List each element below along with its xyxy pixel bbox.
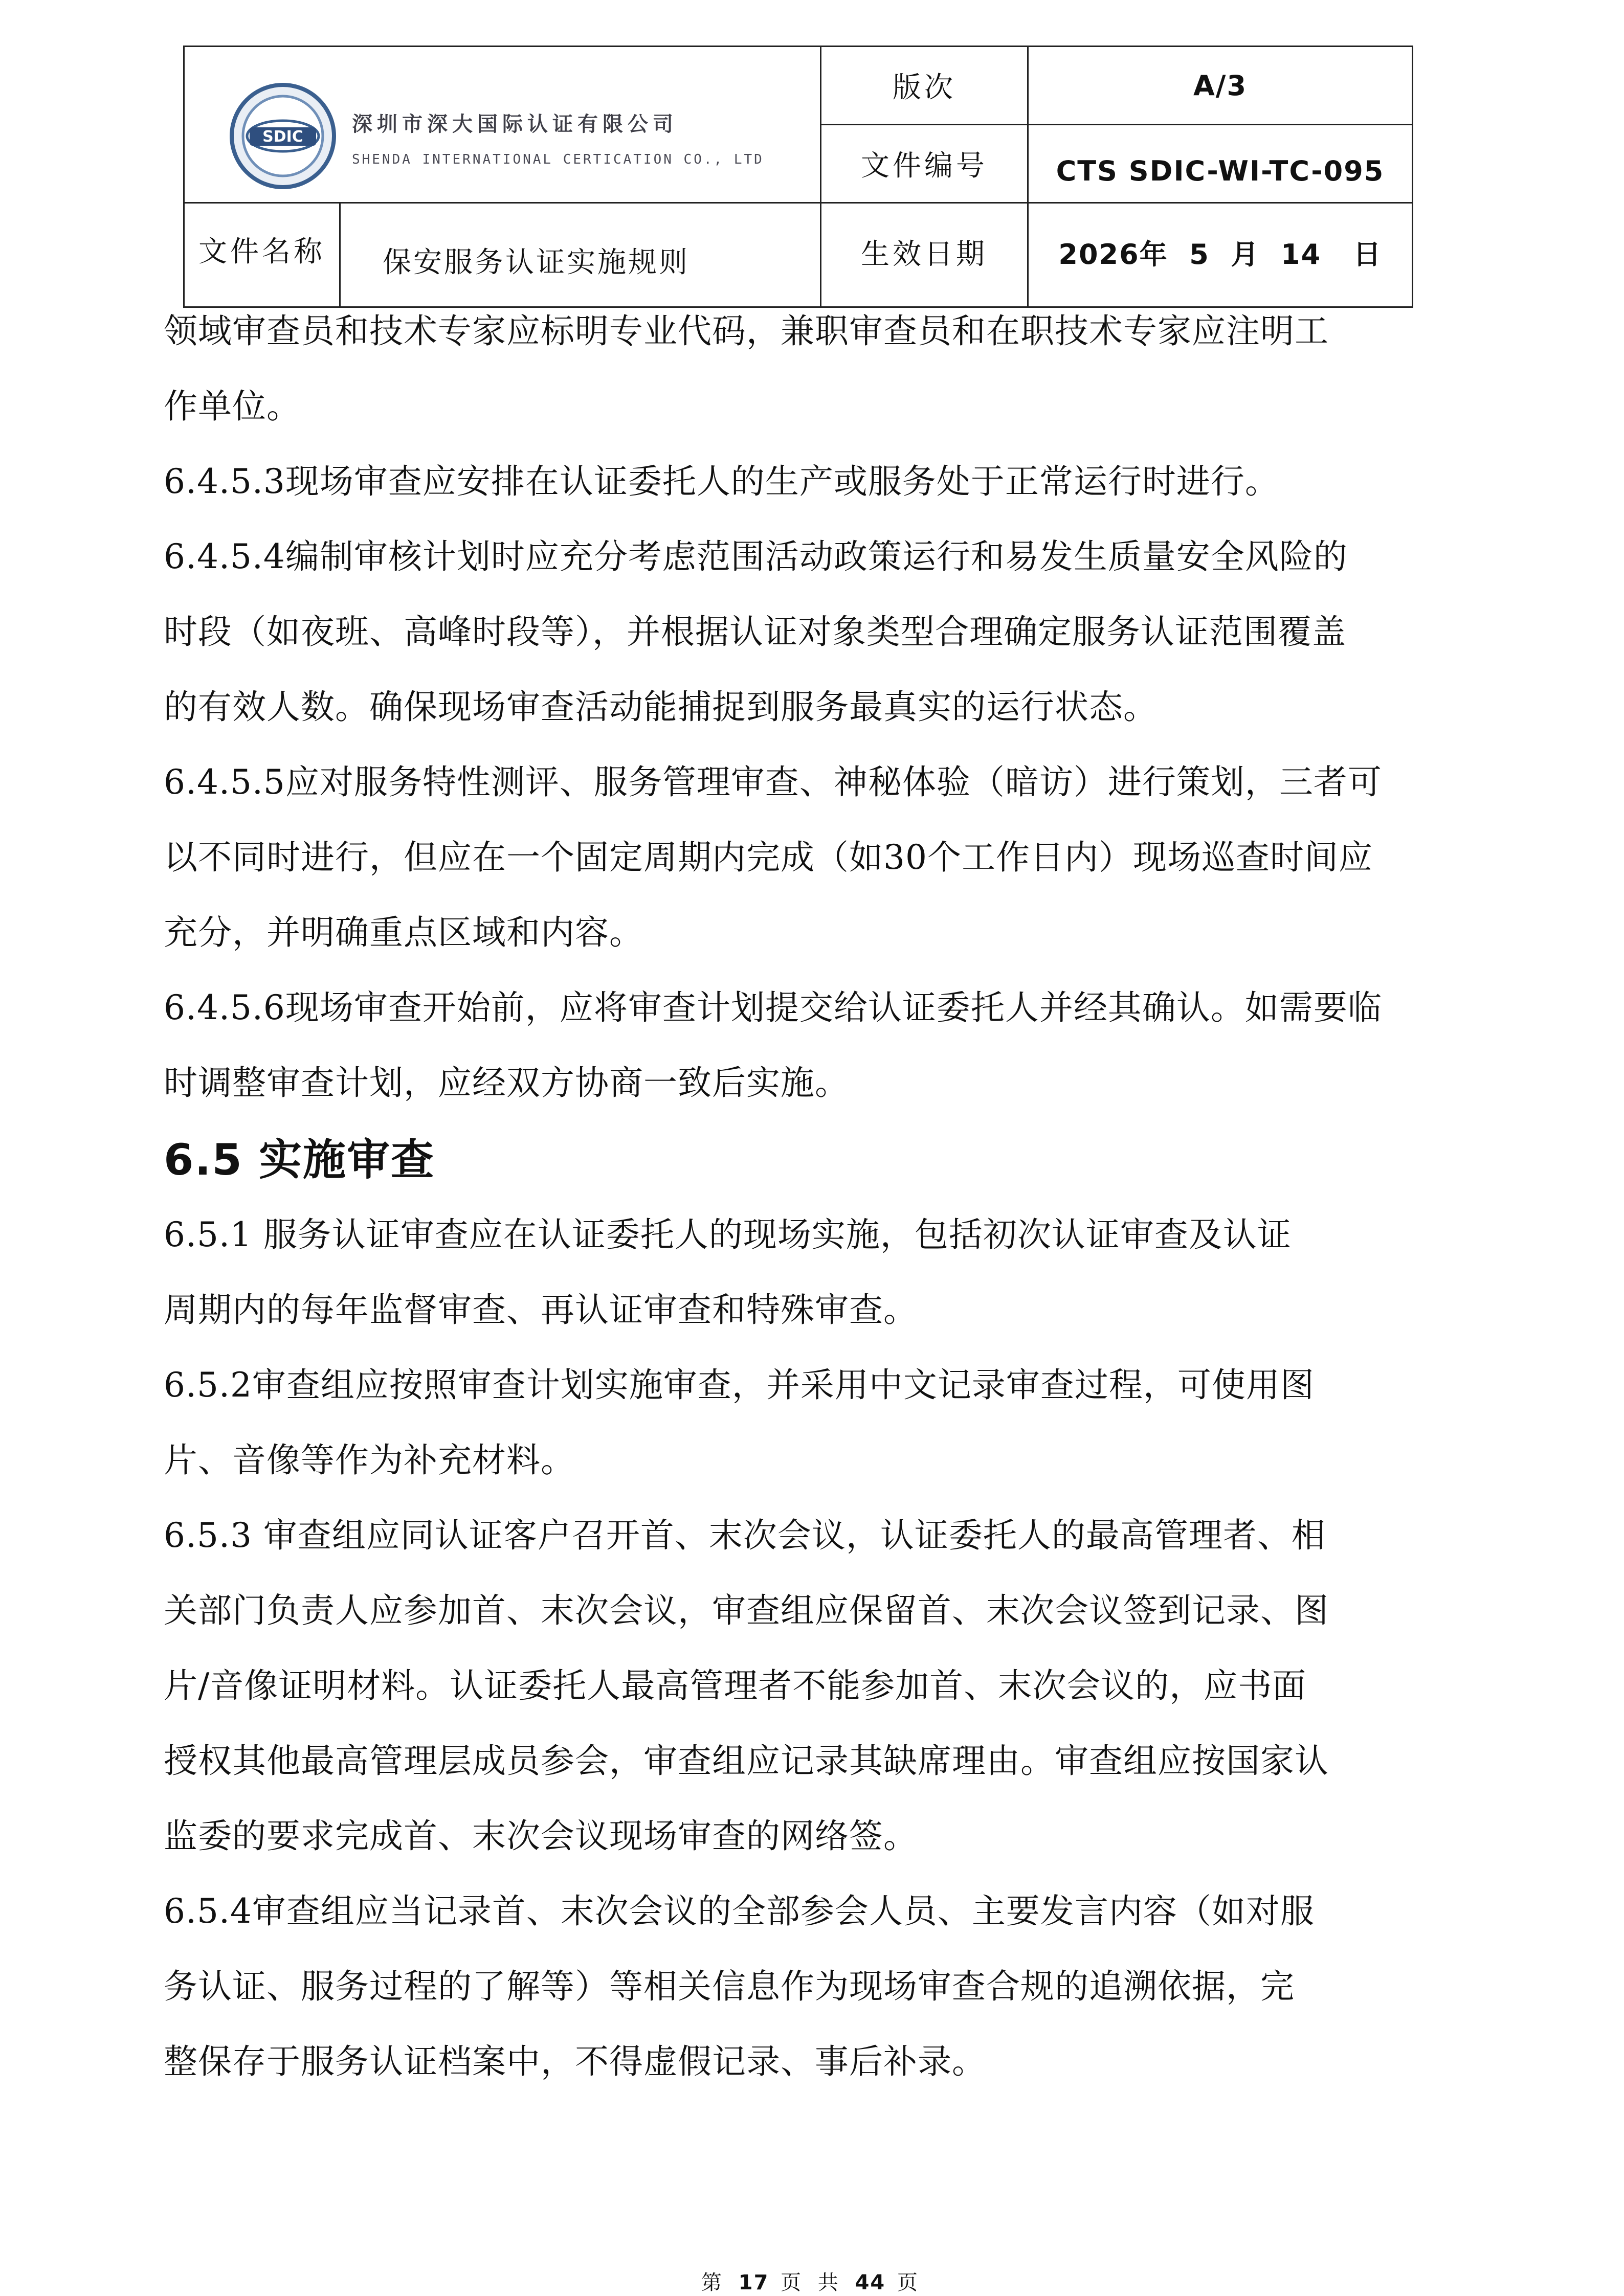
paragraph-line: 时调整审查计划，应经双方协商一致后实施。: [164, 1063, 849, 1102]
footer-suffix: 页: [897, 2271, 923, 2294]
table-border-bottom: [183, 306, 1413, 308]
doc-name-value: 保安服务认证实施规则: [383, 246, 689, 279]
sdic-emblem-icon: [229, 82, 337, 190]
paragraph-line: 的有效人数。确保现场审查活动能捕捉到服务最真实的运行状态。: [164, 687, 1158, 727]
section-heading: 6.5 实施审查: [164, 1135, 435, 1185]
doc-name-label: 文件名称: [198, 235, 325, 268]
table-border-right: [1412, 46, 1413, 308]
company-name-en: SHENDA INTERNATIONAL CERTICATION CO., LTD: [352, 152, 764, 167]
paragraph-line: 以不同时进行，但应在一个固定周期内完成（如30个工作日内）现场巡查时间应: [164, 838, 1373, 877]
paragraph-line: 时段（如夜班、高峰时段等），并根据认证对象类型合理确定服务认证范围覆盖: [164, 612, 1346, 651]
doc-number-label: 文件编号: [861, 149, 988, 183]
effective-date-label: 生效日期: [861, 238, 988, 271]
total-pages-number: 44: [855, 2271, 886, 2294]
paragraph-line: 6.4.5.5应对服务特性测评、服务管理审查、神秘体验（暗访）进行策划，三者可: [164, 762, 1382, 802]
paragraph-line: 领域审查员和技术专家应标明专业代码，兼职审查员和在职技术专家应注明工: [164, 311, 1329, 351]
paragraph-line: 充分，并明确重点区域和内容。: [164, 913, 643, 952]
paragraph-line: 片、音像等作为补充材料。: [164, 1440, 575, 1480]
paragraph-line: 整保存于服务认证档案中，不得虚假记录、事后补录。: [164, 2042, 986, 2081]
paragraph-line: 6.5.1 服务认证审查应在认证委托人的现场实施，包括初次认证审查及认证: [164, 1215, 1292, 1254]
paragraph-line: 片/音像证明材料。认证委托人最高管理者不能参加首、末次会议的，应书面: [164, 1666, 1307, 1705]
paragraph-line: 6.4.5.6现场审查开始前，应将审查计划提交给认证委托人并经其确认。如需要临: [164, 988, 1382, 1027]
paragraph-line: 授权其他最高管理层成员参会，审查组应记录其缺席理由。审查组应按国家认: [164, 1741, 1329, 1781]
paragraph-line: 周期内的每年监督审查、再认证审查和特殊审查。: [164, 1290, 918, 1330]
paragraph-line: 关部门负责人应参加首、末次会议，审查组应保留首、末次会议签到记录、图: [164, 1591, 1329, 1630]
paragraph-line: 务认证、服务过程的了解等）等相关信息作为现场审查合规的追溯依据，完: [164, 1967, 1295, 2006]
doc-number-value: CTS SDIC-WI-TC-095: [1056, 154, 1385, 187]
footer-middle: 页 共: [781, 2271, 843, 2294]
current-page-number: 17: [738, 2271, 769, 2294]
paragraph-line: 6.4.5.3现场审查应安排在认证委托人的生产或服务处于正常运行时进行。: [164, 462, 1279, 501]
header-table: [183, 46, 1413, 308]
paragraph-line: 监委的要求完成首、末次会议现场审查的网络签。: [164, 1816, 918, 1856]
paragraph-line: 作单位。: [164, 387, 301, 426]
version-value: A/3: [1193, 69, 1248, 102]
paragraph-line: 6.5.4审查组应当记录首、末次会议的全部参会人员、主要发言内容（如对服: [164, 1892, 1315, 1931]
page-footer: [0, 2266, 1624, 2295]
company-name-cn: 深圳市深大国际认证有限公司: [352, 112, 678, 136]
company-logo: [229, 75, 843, 198]
paragraph-line: 6.5.2审查组应按照审查计划实施审查，并采用中文记录审查过程，可使用图: [164, 1365, 1315, 1405]
version-label: 版次: [893, 71, 956, 104]
table-col-divider-1: [339, 202, 341, 308]
paragraph-line: 6.4.5.4编制审核计划时应充分考虑范围活动政策运行和易发生质量安全风险的: [164, 537, 1348, 576]
logo-text: SDIC: [262, 128, 303, 146]
effective-date-value: 2026年 5 月 14 日: [1058, 238, 1382, 271]
paragraph-line: 6.5.3 审查组应同认证客户召开首、末次会议，认证委托人的最高管理者、相: [164, 1516, 1326, 1555]
footer-prefix: 第: [701, 2271, 727, 2294]
